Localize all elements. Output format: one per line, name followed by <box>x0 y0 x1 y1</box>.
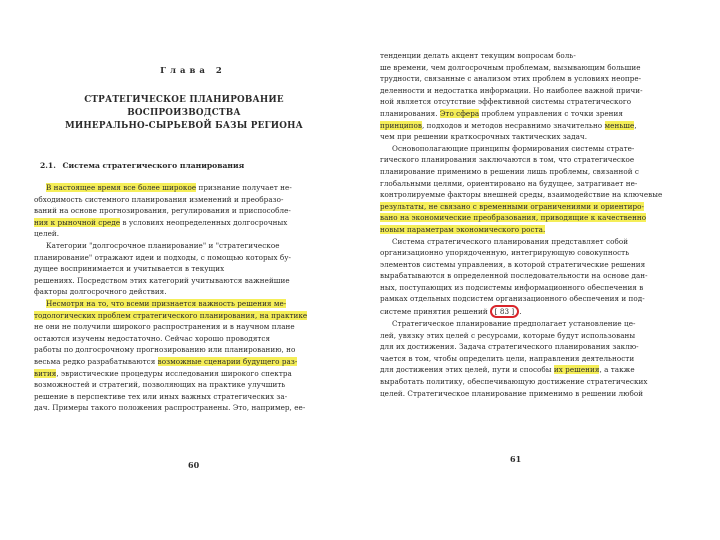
text-line <box>380 353 694 365</box>
highlighted-text: Несмотря на то, что всеми признается важность решения ме- <box>46 298 287 308</box>
paragraph <box>380 236 694 319</box>
text-line <box>380 270 694 282</box>
text-line <box>380 96 694 108</box>
text-line <box>380 50 694 62</box>
line-text: лей, увязку этих целей с ресурсами, которые будут использованы <box>380 330 636 340</box>
line-text: чем при решении краткосрочных тактических задач. <box>380 132 588 142</box>
text-line <box>380 224 694 236</box>
line-text: трудности, связанные с анализом этих проблем в условиях неопре- <box>380 74 642 84</box>
text-line <box>380 143 694 155</box>
text-line <box>34 286 334 298</box>
text-line <box>34 298 334 310</box>
line-text: системе принятия решений <box>380 307 488 317</box>
highlighted-text: В настоящее время все более широкое <box>46 183 197 192</box>
line-text: ных, поступающих из подсистемы информационного обеспечения в <box>380 282 644 292</box>
page-number-left: 60 <box>188 460 200 470</box>
line-text: чается в том, чтобы определить цели, направления деятельности <box>380 353 635 363</box>
text-line <box>34 368 334 380</box>
text-line <box>380 388 694 400</box>
text-line <box>34 275 334 287</box>
line-text: выработать политику, обеспечивающую достижение стратегических <box>380 377 648 387</box>
text-line <box>380 201 694 213</box>
line-text: , подходов и методов несравнимо значительно <box>422 120 605 130</box>
line-text: весьма редко разрабатываются <box>34 356 158 366</box>
line-text: , эвристические процедуры исследования широкого спектра <box>56 368 292 378</box>
line-text: организационно упорядоченную, интегрирующую совокупность <box>380 248 630 258</box>
highlighted-text: новым параметрам экономического роста. <box>380 224 546 234</box>
text-line <box>34 263 334 275</box>
text-line <box>380 131 694 143</box>
text-line <box>380 212 694 224</box>
text-line <box>380 85 694 97</box>
text-line <box>34 182 334 194</box>
paragraph <box>34 240 334 298</box>
section-heading <box>40 161 334 170</box>
line-text: ше времени, чем долгосрочным проблемам, вызывающим большие <box>380 62 641 72</box>
highlighted-text: их решения <box>553 365 600 375</box>
paragraph <box>380 143 694 236</box>
text-line <box>34 194 334 206</box>
line-text: целей. Стратегическое планирование применимо в решении любой <box>380 388 644 398</box>
left-page-body <box>34 182 334 414</box>
text-line <box>380 73 694 85</box>
highlighted-text: Это сфера <box>439 108 480 118</box>
text-line <box>34 205 334 217</box>
text-line <box>34 333 334 345</box>
text-line <box>380 318 694 330</box>
line-text: . <box>519 307 522 317</box>
paragraph <box>34 298 334 414</box>
line-text: , <box>634 120 637 130</box>
text-line <box>380 189 694 201</box>
text-line <box>380 259 694 271</box>
line-text: решение в перспективе тех или иных важных стратегических за- <box>34 391 288 401</box>
paragraph <box>380 50 694 143</box>
line-text: дущее воспринимается и учитывается в текущих <box>34 264 225 274</box>
section-number: 2.1. <box>40 161 56 170</box>
text-line <box>34 321 334 333</box>
right-page-body <box>380 50 694 399</box>
line-text: для достижения этих целей, пути и способы <box>380 365 554 375</box>
line-text: обходимость системного планирования изменений и преобразо- <box>34 194 284 204</box>
text-line <box>380 305 694 318</box>
text-line <box>34 228 334 240</box>
section-title: Система стратегического планирования <box>62 161 245 170</box>
line-text: Система стратегического планирования представляет собой <box>392 236 629 246</box>
line-text: тенденции делать акцент текущим вопросам боль- <box>380 51 576 60</box>
line-text: , а также <box>599 365 635 375</box>
chapter-title-line: ВОСПРОИЗВОДСТВА <box>127 108 241 118</box>
chapter-title-line: МИНЕРАЛЬНО-СЫРЬЕВОЙ БАЗЫ РЕГИОНА <box>64 121 304 131</box>
line-text: элементов системы управления, в которой стратегические решения <box>380 259 646 269</box>
text-line <box>380 178 694 190</box>
line-text: факторы долгосрочного действия. <box>34 287 167 297</box>
line-text: Категории "долгосрочное планирование" и "стратегическое <box>46 240 280 250</box>
paragraph <box>380 318 694 399</box>
highlighted-text: принципов <box>380 120 422 130</box>
line-text: возможностей и стратегий, позволяющих на практике улучшить <box>34 380 286 390</box>
highlighted-text: меньше <box>604 120 635 130</box>
text-line <box>380 330 694 342</box>
citation-reference: [ 83 ] <box>490 305 520 318</box>
text-line <box>380 247 694 259</box>
highlighted-text: результаты, не связано с временными ограничениями и ориентиро- <box>380 201 644 211</box>
text-line <box>380 120 694 132</box>
line-text: не они не получили широкого распространения и в научном плане <box>34 322 295 332</box>
text-line <box>380 236 694 248</box>
text-line <box>34 402 334 414</box>
text-line <box>34 344 334 356</box>
line-text: в условиях неопределенных долгосрочных <box>120 217 288 227</box>
line-text: планирование" отражают идеи и подходы, с помощью которых бу- <box>34 252 292 262</box>
text-line <box>380 154 694 166</box>
page-number-right: 61 <box>510 454 522 464</box>
highlighted-text: вано на экономические преобразования, приводящие к качественно <box>380 213 647 223</box>
line-text: для их достижения. Задача стратегического планирования заклю- <box>380 342 639 352</box>
highlighted-text: ния к рыночной среде <box>34 217 121 227</box>
line-text: вырабатываются в определенной последовательности на основе дан- <box>380 271 648 281</box>
line-text: гического планирования заключаются в том, что стратегическое <box>380 155 635 165</box>
chapter-title-line: СТРАТЕГИЧЕСКОЕ ПЛАНИРОВАНИЕ <box>84 95 284 105</box>
text-line <box>380 293 694 305</box>
text-line <box>34 379 334 391</box>
paragraph <box>34 182 334 240</box>
line-text: работы по долгосрочному прогнозированию или планированию, но <box>34 345 296 355</box>
line-text: ной является отсутствие эффективной системы стратегического <box>380 97 632 107</box>
chapter-title <box>34 94 334 133</box>
text-line <box>34 240 334 252</box>
text-line <box>380 166 694 178</box>
line-text: планирования. <box>380 108 440 118</box>
text-line <box>380 364 694 376</box>
line-text: ваний на основе прогнозирования, регулирования и приспособле- <box>34 206 291 216</box>
line-text: Основополагающие принципы формирования системы страте- <box>392 143 635 153</box>
highlighted-text: вития <box>34 368 57 378</box>
line-text: решениях. Посредством этих категорий учитываются важнейшие <box>34 275 290 285</box>
text-line <box>380 376 694 388</box>
text-line <box>380 62 694 74</box>
line-text: контролируемые факторы внешней среды, взаимодействие на ключевые <box>380 190 663 200</box>
highlighted-text: возможные сценарии будущего раз- <box>157 356 298 366</box>
line-text: остаются изучены недостаточно. Сейчас хорошо проводятся <box>34 333 271 343</box>
chapter-label: Глава 2 <box>160 66 226 76</box>
text-line <box>380 108 694 120</box>
text-line <box>34 310 334 322</box>
text-line <box>34 217 334 229</box>
text-line <box>34 356 334 368</box>
text-line <box>380 282 694 294</box>
line-text: рамках отдельных подсистем организационного обеспечения и под- <box>380 294 645 304</box>
right-page <box>360 0 720 540</box>
line-text: глобальными целями, ориентировано на будущее, затрагивает не- <box>380 178 638 188</box>
line-text: Стратегическое планирование предполагает установление це- <box>392 319 636 329</box>
text-line <box>34 252 334 264</box>
highlighted-text: тодологических проблем стратегического планирования, на практике <box>34 310 308 320</box>
line-text: проблем управления с точки зрения <box>479 108 623 118</box>
line-text: планирование применимо в решении лишь проблемы, связанной с <box>380 166 639 176</box>
line-text: признание получает не- <box>196 183 292 192</box>
line-text: дач. Примеры такого положения распространены. Это, например, ее- <box>34 403 306 413</box>
line-text: деленности и недостатка информации. Но наиболее важной причи- <box>380 85 643 95</box>
line-text: целей. <box>34 229 60 239</box>
text-line <box>380 341 694 353</box>
text-line <box>34 391 334 403</box>
